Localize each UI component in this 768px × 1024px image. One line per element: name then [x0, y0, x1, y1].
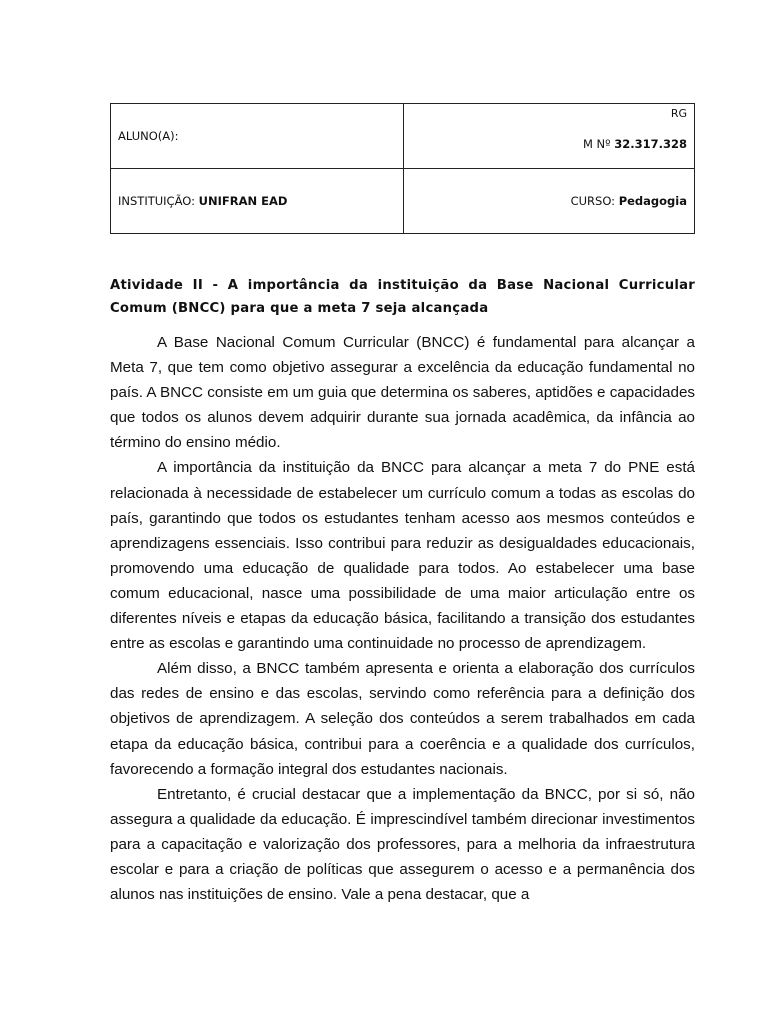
- institution-cell: [111, 169, 404, 234]
- institution-value: UNIFRAN EAD: [198, 194, 288, 208]
- course-value: Pedagogia: [618, 194, 687, 208]
- institution-label: INSTITUIÇÃO:: [118, 194, 199, 208]
- student-cell: [111, 104, 404, 169]
- paragraph: Além disso, a BNCC também apresenta e orienta a elaboração dos currículos das redes de ensino e das escolas, servindo como referência para a definição dos objetivos de aprendizagem. A seleção dos conteúdos a serem trabalhados em cada etapa da educação básica, contribui para a coerência e a qualidade dos currículos, favorecendo a formação integral dos estudantes nacionais.: [110, 660, 695, 778]
- course-cell: [404, 169, 695, 234]
- rg-label: RG: [670, 107, 687, 120]
- mn-value: 32.317.328: [614, 137, 687, 151]
- course-label: CURSO:: [570, 194, 619, 208]
- paragraph: Entretanto, é crucial destacar que a implementação da BNCC, por si só, não assegura a qualidade da educação. É imprescindível também direcionar investimentos para a capacitação e valorização dos professores, para a melhoria da infraestrutura escolar e para a criação de políticas que assegurem o acesso e a permanência dos alunos nas instituições de ensino. Vale a pena destacar, que a: [110, 785, 695, 904]
- paragraph: A importância da instituição da BNCC para alcançar a meta 7 do PNE está relacionada à necessidade de estabelecer um currículo comum a todas as escolas do país, garantindo que todos os estudantes tenham acesso aos mesmos conteúdos e aprendizagens essenciais. Isso contribui para reduzir as desigualdades educacionais, promovendo uma educação de qualidade para todos. Ao estabelecer uma base comum educacional, nasce uma possibilidade de uma maior articulação entre os diferentes níveis e etapas da educação básica, facilitando a transição dos estudantes entre as escolas e garantindo uma continuidade no processo de aprendizagem.: [110, 459, 695, 653]
- student-info-table: [110, 103, 695, 234]
- student-info-row-1: [111, 104, 695, 169]
- mn-label: M Nº: [582, 137, 615, 151]
- document-body: [110, 330, 695, 907]
- title-prefix: Atividade II -: [110, 278, 228, 293]
- registration-cell: [404, 104, 695, 169]
- document-title: [110, 274, 695, 320]
- title-text: A importância da instituição da Base Nacional Curricular Comum (BNCC) para que a meta 7 seja alcançada: [110, 278, 696, 316]
- paragraph: A Base Nacional Comum Curricular (BNCC) é fundamental para alcançar a Meta 7, que tem como objetivo assegurar a excelência da educação fundamental no país. A BNCC consiste em um guia que determina os saberes, aptidões e capacidades que todos os alunos devem adquirir durante sua jornada acadêmica, da infância ao término do ensino médio.: [110, 334, 695, 452]
- student-info-row-2: [111, 169, 695, 234]
- student-label: ALUNO(A):: [118, 129, 179, 143]
